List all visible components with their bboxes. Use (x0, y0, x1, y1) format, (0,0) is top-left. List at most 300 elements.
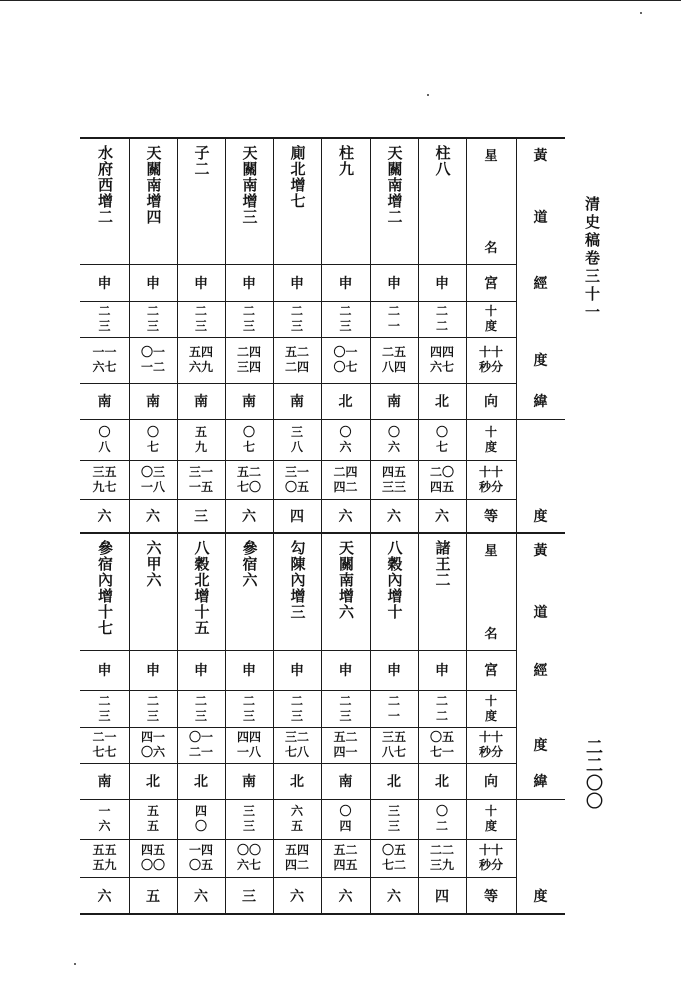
mag-text: 六 (97, 889, 112, 905)
label-jing (516, 650, 565, 690)
ldeg-upper: 〇 (339, 424, 352, 439)
palace (370, 650, 418, 690)
header-xiang: 向 (484, 394, 498, 410)
page-number: 二二〇〇 (582, 738, 602, 810)
star-name (273, 137, 321, 264)
palace (177, 650, 225, 690)
speck (427, 94, 429, 96)
header-lat-min-sec (466, 839, 516, 877)
magnitude (418, 877, 466, 915)
palace (273, 264, 321, 301)
longitude-degrees (129, 301, 177, 337)
latitude-direction (177, 383, 225, 419)
longitude-min-sec (225, 337, 273, 383)
header-deng: 等 (484, 508, 498, 525)
palace (321, 650, 370, 690)
palace (129, 264, 177, 301)
ms-upper: 五二 (333, 730, 358, 744)
lms-lower: 四二 (284, 858, 309, 872)
longitude-degrees (225, 301, 273, 337)
dir-text: 北 (146, 774, 160, 790)
palace-text: 申 (338, 663, 353, 679)
magnitude (321, 877, 370, 915)
ms-upper: 〇五 (429, 730, 454, 744)
palace (273, 650, 321, 690)
lms-lower: 〇五 (284, 479, 309, 494)
magnitude (177, 877, 225, 915)
star-name-text: 天關南增三 (240, 145, 259, 225)
deg-upper: 二 (387, 693, 400, 708)
longitude-min-sec (273, 727, 321, 763)
palace (225, 264, 273, 301)
magnitude (273, 877, 321, 915)
ldeg-upper: 〇 (98, 424, 111, 439)
lms-lower: 三三 (381, 479, 406, 494)
latitude-min-sec (321, 460, 370, 499)
: 十 (491, 730, 504, 744)
lms-upper: 三五 (92, 464, 117, 479)
header-ming: 名 (484, 627, 498, 642)
lms-upper: 五四 (284, 843, 309, 857)
deg-upper: 二 (194, 693, 207, 708)
lms-upper: 二二 (429, 843, 454, 857)
longitude-min-sec (225, 727, 273, 763)
lms-lower: 五九 (92, 858, 117, 872)
magnitude (273, 499, 321, 532)
deg-lower: 一 (387, 319, 400, 333)
lms-lower: 七二 (381, 858, 406, 872)
longitude-min-sec (321, 337, 370, 383)
latitude-degrees (321, 419, 370, 460)
latitude-degrees (225, 419, 273, 460)
star-name-text: 水府西增二 (96, 145, 114, 225)
header-xing: 星 (484, 544, 498, 559)
ms-lower: 六九 (188, 360, 213, 374)
lms-lower: 九七 (92, 479, 117, 494)
latitude-direction (273, 383, 321, 419)
lms-upper: 二〇 (429, 464, 454, 479)
deg-upper: 二 (146, 693, 159, 708)
mag-text: 六 (97, 508, 112, 525)
star-name-text: 勾陳內增三 (288, 540, 307, 620)
mag-text: 六 (387, 508, 401, 525)
latitude-degrees (370, 419, 418, 460)
deg-lower: 三 (242, 708, 255, 723)
longitude-degrees (177, 301, 225, 337)
longitude-degrees (129, 690, 177, 727)
speck (74, 963, 76, 965)
longitude-degrees (370, 301, 418, 337)
longitude-min-sec (80, 727, 129, 763)
header-magnitude (466, 499, 516, 532)
ldeg-upper: 〇 (339, 804, 352, 818)
dir-text: 南 (146, 394, 160, 410)
header-xing: 星 (484, 149, 498, 164)
label-dao-text: 道 (533, 605, 548, 621)
: 秒 (478, 360, 491, 374)
ldeg-upper: 六 (290, 804, 303, 818)
ms-upper: 一一 (92, 345, 117, 359)
dir-text: 北 (387, 774, 401, 790)
dir-text: 南 (97, 394, 112, 410)
longitude-degrees (370, 690, 418, 727)
header-shi-pair (479, 730, 503, 745)
: 秒 (478, 479, 491, 494)
dir-text: 北 (338, 394, 353, 410)
ldeg-lower: 八 (98, 439, 111, 454)
magnitude (80, 499, 129, 532)
star-name (177, 532, 225, 650)
latitude-direction (225, 383, 273, 419)
magnitude (370, 877, 418, 915)
label-du-text: 度 (533, 353, 548, 369)
dir-text: 南 (242, 774, 256, 790)
label-du (516, 727, 565, 763)
latitude-direction (418, 383, 466, 419)
star-name (418, 137, 466, 264)
mag-text: 四 (435, 889, 449, 905)
lms-lower: 一五 (188, 479, 213, 494)
header-lat-min-sec (466, 460, 516, 499)
: 分 (491, 360, 504, 374)
ms-upper: 〇一 (140, 345, 165, 359)
header-star-name (466, 532, 516, 650)
deg-lower: 三 (98, 319, 111, 333)
deg-lower: 三 (242, 319, 255, 333)
header-gong: 宮 (484, 663, 498, 679)
deg-upper: 二 (387, 304, 400, 318)
ms-upper: 二一 (92, 730, 117, 744)
ms-upper: 五二 (284, 345, 309, 359)
latitude-degrees (129, 419, 177, 460)
ldeg-upper: 五 (146, 804, 159, 818)
palace (129, 650, 177, 690)
longitude-min-sec (418, 337, 466, 383)
header-direction (466, 763, 516, 799)
mag-text: 四 (290, 508, 304, 525)
longitude-min-sec (177, 727, 225, 763)
deg-lower: 三 (290, 708, 303, 723)
palace-text: 申 (194, 663, 208, 679)
ldeg-upper: 四 (194, 804, 207, 818)
lms-lower: 六七 (236, 858, 261, 872)
star-name (321, 137, 370, 264)
deg-upper: 二 (98, 693, 111, 708)
longitude-min-sec (80, 337, 129, 383)
latitude-min-sec (370, 460, 418, 499)
magnitude (177, 499, 225, 532)
ms-upper: 二四 (236, 345, 261, 359)
header-palace (466, 650, 516, 690)
lms-upper: 三一 (188, 464, 213, 479)
star-name (321, 532, 370, 650)
header-min-sec (466, 727, 516, 763)
mag-text: 六 (387, 889, 401, 905)
header-shi-pair (479, 345, 503, 360)
ms-lower: 四一 (333, 745, 358, 759)
latitude-direction (129, 383, 177, 419)
ms-lower: 〇七 (333, 360, 358, 374)
ldeg-lower: 七 (435, 439, 448, 454)
latitude-direction (177, 763, 225, 799)
label-du2-text: 度 (533, 889, 548, 905)
magnitude (225, 499, 273, 532)
star-name-text: 參宿內增十七 (96, 540, 114, 636)
lms-upper: 〇三 (140, 464, 165, 479)
lms-lower: 四五 (333, 858, 358, 872)
star-name-text: 參宿六 (240, 540, 259, 588)
dir-text: 南 (242, 394, 256, 410)
deg-lower: 三 (339, 708, 352, 723)
longitude-degrees (321, 301, 370, 337)
latitude-direction (129, 763, 177, 799)
ldeg-lower: 七 (242, 439, 255, 454)
header-min-sec (466, 337, 516, 383)
deg-upper: 二 (290, 693, 303, 708)
lms-upper: 五二 (333, 843, 358, 857)
ldeg-upper: 三 (387, 804, 400, 818)
dir-text: 北 (435, 394, 449, 410)
palace-text: 申 (97, 275, 112, 292)
latitude-degrees (418, 799, 466, 839)
latitude-min-sec (80, 460, 129, 499)
deg-upper: 二 (339, 304, 352, 318)
star-name-text: 六甲六 (144, 540, 163, 588)
deg-lower: 二 (435, 319, 448, 333)
lms-upper: 五二 (236, 464, 261, 479)
lms-lower: 一八 (140, 479, 165, 494)
header-lat-degrees (466, 799, 516, 839)
deg-upper: 二 (290, 304, 303, 318)
header-shi: 十 (484, 424, 497, 439)
deg-lower: 三 (194, 708, 207, 723)
ms-lower: 六七 (92, 360, 117, 374)
longitude-degrees (177, 690, 225, 727)
header-du: 度 (484, 819, 497, 833)
header-shi: 十 (484, 304, 497, 318)
palace-text: 申 (435, 663, 449, 679)
ms-upper: 三二 (284, 730, 309, 744)
lms-lower: 三九 (429, 858, 454, 872)
: 十 (478, 345, 491, 359)
deg-upper: 二 (242, 693, 255, 708)
latitude-min-sec (418, 460, 466, 499)
ldeg-lower: 三 (387, 819, 400, 833)
label-du2-text: 度 (533, 508, 548, 525)
magnitude (225, 877, 273, 915)
header-shi: 十 (484, 804, 497, 818)
ldeg-lower: 九 (194, 439, 207, 454)
ms-lower: 三四 (236, 360, 261, 374)
palace (370, 264, 418, 301)
palace (225, 650, 273, 690)
star-name-text: 天關南增六 (337, 540, 355, 620)
latitude-min-sec (321, 839, 370, 877)
ms-lower: 〇六 (140, 745, 165, 759)
longitude-min-sec (177, 337, 225, 383)
latitude-degrees (273, 419, 321, 460)
star-name (80, 532, 129, 650)
palace-text: 申 (435, 275, 449, 292)
star-name (129, 137, 177, 264)
: 秒 (478, 858, 491, 872)
deg-lower: 二 (435, 708, 448, 723)
lms-lower: 〇五 (188, 858, 213, 872)
latitude-direction (370, 383, 418, 419)
latitude-min-sec (129, 460, 177, 499)
: 十 (491, 345, 504, 359)
lms-upper: 五五 (92, 843, 117, 857)
dir-text: 南 (290, 394, 304, 410)
label-jing-text: 經 (533, 275, 548, 292)
ldeg-lower: 二 (435, 819, 448, 833)
dir-text: 南 (338, 774, 353, 790)
latitude-degrees (418, 419, 466, 460)
longitude-degrees (418, 690, 466, 727)
lms-lower: 四五 (429, 479, 454, 494)
ms-lower: 八四 (381, 360, 406, 374)
star-name-text: 八穀北增十五 (192, 540, 211, 636)
dir-text: 北 (290, 774, 304, 790)
deg-upper: 二 (98, 304, 111, 318)
header-degrees (466, 690, 516, 727)
ms-lower: 七七 (92, 745, 117, 759)
longitude-degrees (225, 690, 273, 727)
latitude-degrees (273, 799, 321, 839)
deg-upper: 二 (242, 304, 255, 318)
mag-text: 三 (242, 889, 256, 905)
deg-upper: 二 (339, 693, 352, 708)
ldeg-lower: 五 (290, 819, 303, 833)
ms-upper: 五四 (188, 345, 213, 359)
header-du: 度 (484, 439, 497, 454)
star-name-text: 天關南增四 (144, 145, 163, 225)
dir-text: 南 (194, 394, 208, 410)
longitude-degrees (273, 690, 321, 727)
latitude-degrees (129, 799, 177, 839)
palace (418, 650, 466, 690)
deg-upper: 二 (146, 304, 159, 318)
magnitude (370, 499, 418, 532)
longitude-min-sec (370, 337, 418, 383)
header-sec-min (479, 480, 503, 495)
star-name-text: 八穀內增十 (385, 540, 404, 620)
deg-lower: 三 (98, 708, 111, 723)
longitude-min-sec (370, 727, 418, 763)
header-palace (466, 264, 516, 301)
mag-text: 六 (242, 508, 256, 525)
header-sec-min (479, 360, 503, 375)
label-huang-text: 黃 (533, 543, 548, 559)
mag-text: 六 (290, 889, 304, 905)
mag-text: 六 (435, 508, 449, 525)
palace (418, 264, 466, 301)
lms-upper: 〇五 (381, 843, 406, 857)
dir-text: 北 (194, 774, 208, 790)
deg-upper: 二 (435, 693, 448, 708)
deg-lower: 三 (194, 319, 207, 333)
star-name-text: 子二 (192, 145, 211, 177)
header-xiang: 向 (484, 774, 498, 790)
longitude-min-sec (129, 337, 177, 383)
star-name (225, 137, 273, 264)
label-wei (516, 763, 565, 799)
latitude-direction (80, 763, 129, 799)
longitude-degrees (418, 301, 466, 337)
mag-text: 三 (194, 508, 208, 525)
lms-upper: 三一 (284, 464, 309, 479)
ms-lower: 八七 (381, 745, 406, 759)
longitude-min-sec (129, 727, 177, 763)
palace-text: 申 (387, 275, 401, 292)
mag-text: 六 (338, 508, 353, 525)
ms-upper: 〇一 (188, 730, 213, 744)
star-name (370, 137, 418, 264)
deg-lower: 三 (290, 319, 303, 333)
header-sec-min (479, 858, 503, 873)
latitude-degrees (370, 799, 418, 839)
ldeg-lower: 六 (339, 439, 352, 454)
deg-lower: 三 (146, 708, 159, 723)
palace-text: 申 (290, 275, 304, 292)
header-du: 度 (484, 319, 497, 333)
ms-lower: 二一 (188, 745, 213, 759)
magnitude (321, 499, 370, 532)
latitude-direction (273, 763, 321, 799)
star-name (80, 137, 129, 264)
latitude-degrees (225, 799, 273, 839)
palace (80, 264, 129, 301)
latitude-min-sec (129, 839, 177, 877)
ms-upper: 〇一 (333, 345, 358, 359)
speck (640, 12, 642, 14)
deg-upper: 二 (194, 304, 207, 318)
dir-text: 北 (435, 774, 449, 790)
deg-lower: 三 (339, 319, 352, 333)
deg-lower: 三 (146, 319, 159, 333)
palace (177, 264, 225, 301)
magnitude (129, 499, 177, 532)
palace-text: 申 (194, 275, 208, 292)
star-name (273, 532, 321, 650)
longitude-min-sec (273, 337, 321, 383)
page-top-edge (0, 0, 681, 1)
star-name-text: 柱八 (433, 145, 452, 177)
running-title: 清史稿卷三十一 (583, 196, 601, 322)
palace-text: 申 (242, 275, 256, 292)
deg-lower: 一 (387, 708, 400, 723)
dir-text: 南 (97, 774, 112, 790)
palace-text: 申 (338, 275, 353, 292)
palace-text: 申 (290, 663, 304, 679)
ldeg-lower: 六 (387, 439, 400, 454)
longitude-min-sec (321, 727, 370, 763)
label-du (516, 337, 565, 383)
latitude-direction (321, 383, 370, 419)
ms-upper: 四一 (140, 730, 165, 744)
lms-lower: 七〇 (236, 479, 261, 494)
mag-text: 六 (146, 508, 160, 525)
header-direction (466, 383, 516, 419)
magnitude (129, 877, 177, 915)
palace-text: 申 (387, 663, 401, 679)
longitude-degrees (80, 690, 129, 727)
ldeg-lower: 四 (339, 819, 352, 833)
latitude-degrees (80, 799, 129, 839)
latitude-degrees (80, 419, 129, 460)
magnitude (80, 877, 129, 915)
latitude-degrees (177, 799, 225, 839)
